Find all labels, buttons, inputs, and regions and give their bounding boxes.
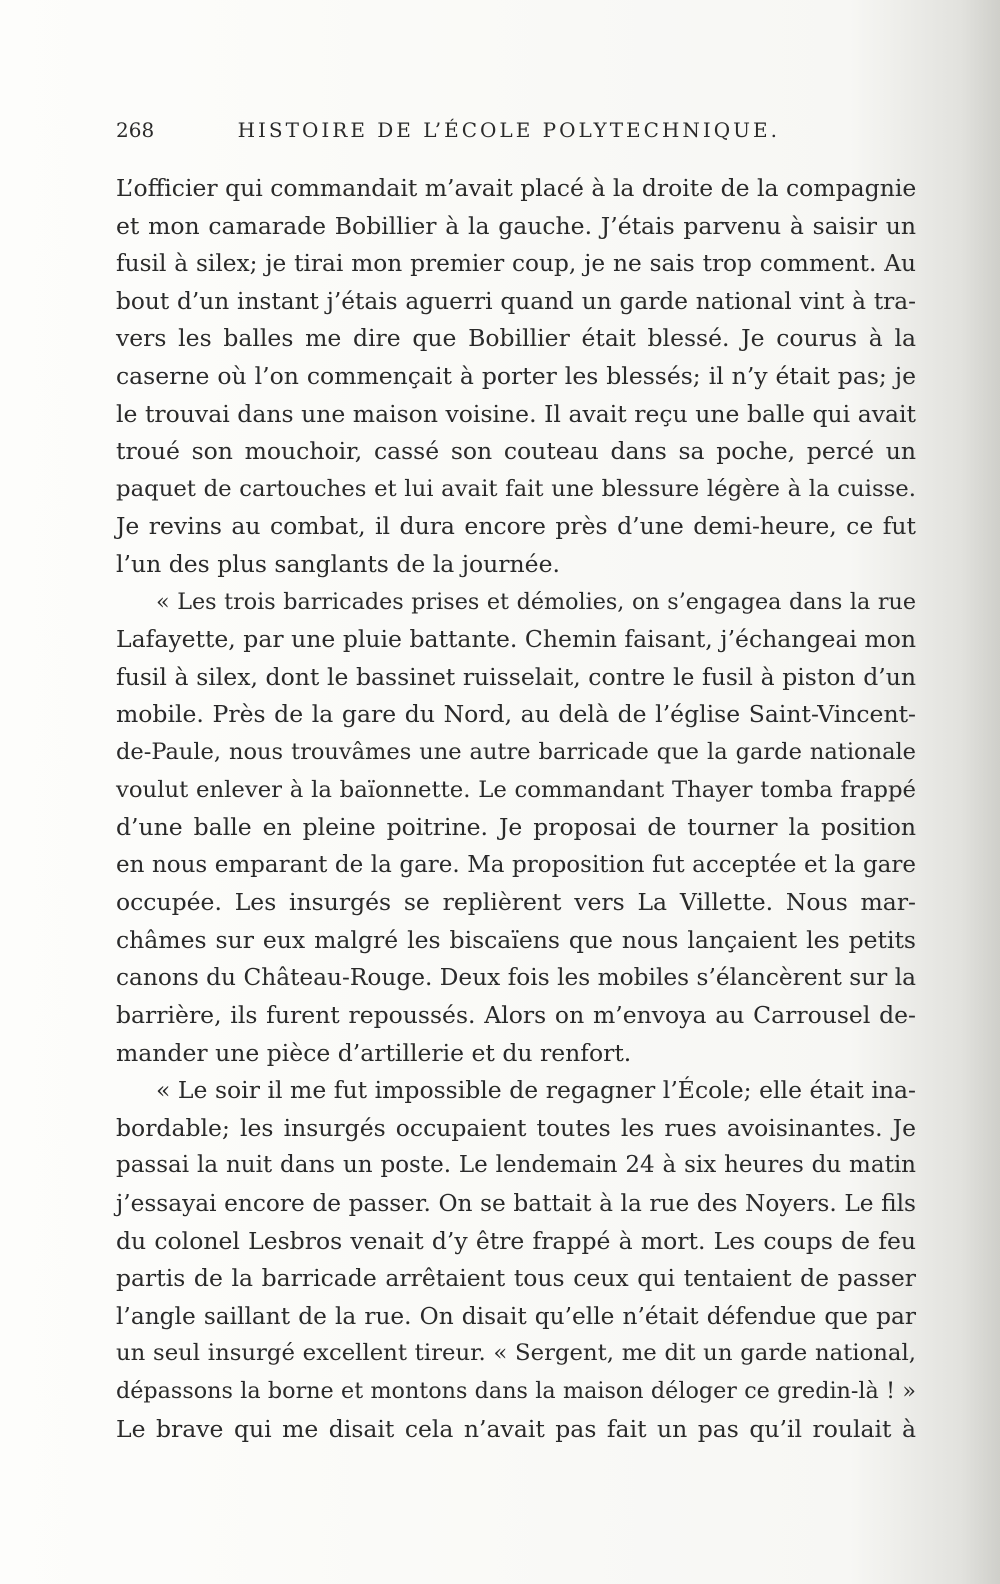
- text-line: fusil à silex; je tirai mon premier coup, je ne sais trop comment. Au: [116, 250, 916, 278]
- text-line: L’officier qui commandait m’avait placé à la droite de la compagnie: [116, 174, 917, 202]
- text-line: voulut enlever à la baïonnette. Le commandant Thayer tomba frappé: [116, 776, 916, 803]
- text-line: Lafayette, par une pluie battante. Chemin faisant, j’échangeai mon: [116, 625, 916, 654]
- text-line: troué son mouchoir, cassé son couteau dans sa poche, percé un: [116, 437, 916, 466]
- text-line: paquet de cartouches et lui avait fait une blessure légère à la cuisse.: [116, 475, 916, 502]
- text-line: et mon camarade Bobillier à la gauche. J’étais parvenu à saisir un: [116, 211, 916, 240]
- text-line: Le brave qui me disait cela n’avait pas fait un pas qu’il roulait à: [116, 1414, 916, 1443]
- text-line: passai la nuit dans un poste. Le lendemain 24 à six heures du matin: [116, 1152, 916, 1179]
- text-line: fusil à silex, dont le bassinet ruisselait, contre le fusil à piston d’un: [116, 662, 916, 691]
- text-line: occupée. Les insurgés se replièrent vers La Villette. Nous mar-: [116, 888, 916, 917]
- text-line: partis de la barricade arrêtaient tous ceux qui tentaient de passer: [116, 1264, 916, 1293]
- text-line: « Les trois barricades prises et démolies, on s’engagea dans la rue: [156, 588, 916, 615]
- text-line: de-Paule, nous trouvâmes une autre barricade que la garde nationale: [116, 738, 916, 765]
- page-number: 268: [116, 118, 155, 142]
- body-text: [116, 170, 916, 1448]
- text-line: d’une balle en pleine poitrine. Je proposai de tourner la position: [116, 813, 916, 842]
- running-title: HISTOIRE DE L’ÉCOLE POLYTECHNIQUE.: [237, 118, 780, 142]
- text-line: du colonel Lesbros venait d’y être frappé à mort. Les coups de feu: [116, 1226, 916, 1255]
- text-line: canons du Château-Rouge. Deux fois les mobiles s’élancèrent sur la: [116, 964, 916, 992]
- text-line: barrière, ils furent repoussés. Alors on m’envoya au Carrousel de-: [116, 1001, 916, 1030]
- text-line: un seul insurgé excellent tireur. « Sergent, me dit un garde national,: [116, 1340, 916, 1367]
- text-line: bout d’un instant j’étais aguerri quand un garde national vint à tra-: [116, 287, 916, 315]
- text-line: « Le soir il me fut impossible de regagner l’École; elle était ina-: [156, 1076, 916, 1105]
- text-line: dépassons la borne et montons dans la maison déloger ce gredin-là ! »: [116, 1378, 916, 1404]
- text-line: en nous emparant de la gare. Ma proposition fut acceptée et la gare: [116, 851, 916, 878]
- text-line: Je revins au combat, il dura encore près d’une demi-heure, ce fut: [116, 512, 916, 541]
- text-line: mander une pièce d’artillerie et du renfort.: [116, 1038, 632, 1067]
- text-line: châmes sur eux malgré les biscaïens que nous lançaient les petits: [116, 925, 916, 954]
- text-line: vers les balles me dire que Bobillier était blessé. Je courus à la: [116, 324, 916, 353]
- text-line: le trouvai dans une maison voisine. Il avait reçu une balle qui avait: [116, 399, 916, 428]
- text-line: mobile. Près de la gare du Nord, au delà de l’église Saint-Vincent-: [116, 700, 916, 729]
- text-line: caserne où l’on commençait à porter les blessés; il n’y était pas; je: [116, 361, 916, 390]
- text-line: l’angle saillant de la rue. On disait qu’elle n’était défendue que par: [116, 1302, 916, 1330]
- text-line: l’un des plus sanglants de la journée.: [116, 549, 560, 578]
- text-line: j’essayai encore de passer. On se battait à la rue des Noyers. Le fils: [116, 1190, 916, 1218]
- text-line: bordable; les insurgés occupaient toutes les rues avoisinantes. Je: [116, 1113, 916, 1142]
- page-header: [116, 118, 780, 142]
